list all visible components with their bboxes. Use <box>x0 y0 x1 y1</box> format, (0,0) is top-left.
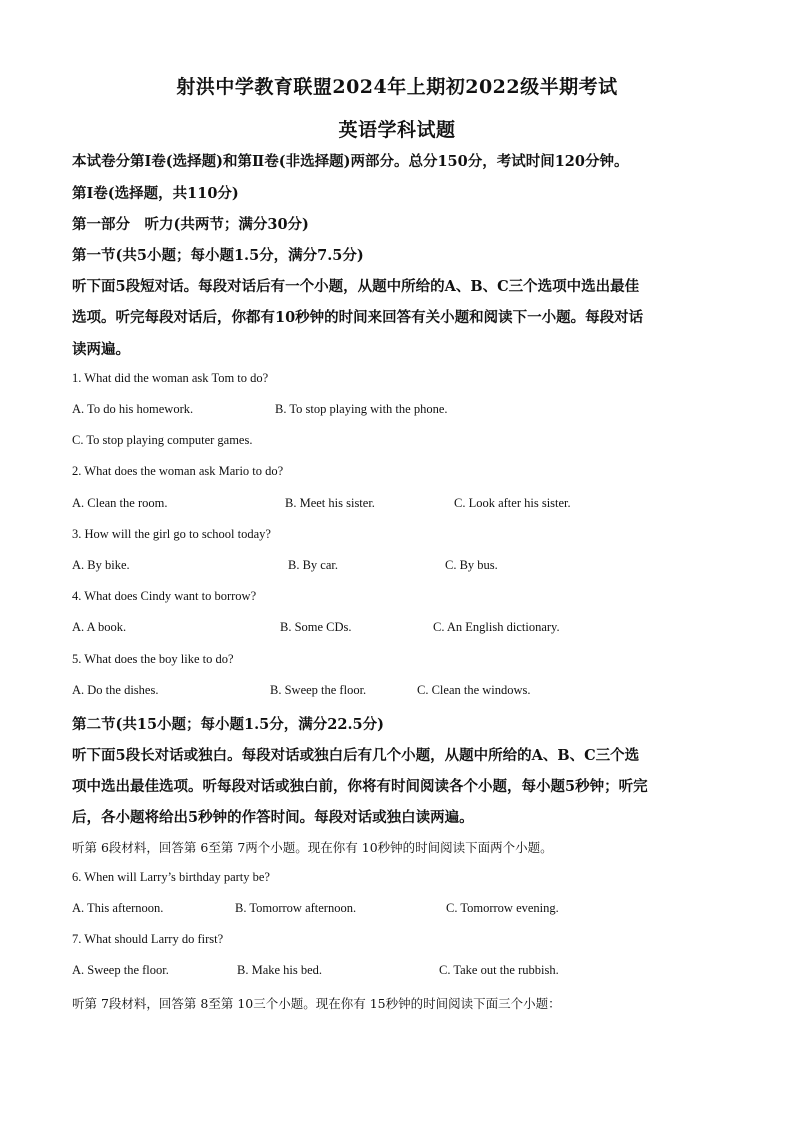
material-6-note: 听第 6段材料，回答第 6至第 7两个小题。现在你有 10秒钟的时间阅读下面两个小题。 <box>72 840 553 855</box>
question-5-option-c: C. Clean the windows. <box>417 683 531 697</box>
question-3-option-b: B. By car. <box>288 558 338 572</box>
intro-line-3: 第一部分 听力(共两节；满分30分) <box>72 216 309 233</box>
question-4-option-b: B. Some CDs. <box>280 620 352 634</box>
section1-instruction: 听下面5段短对话。每段对话后有一个小题，从题中所给的A、B、C三个选项中选出最佳 <box>72 278 640 295</box>
question-4-option-a: A. A book. <box>72 620 127 634</box>
question-1: 1. What did the woman ask Tom to do? <box>72 371 269 385</box>
section1-instruction: 选项。听完每段对话后，你都有10秒钟的时间来回答有关小题和阅读下一小题。每段对话 <box>72 309 644 326</box>
question-6-option-b: B. Tomorrow afternoon. <box>235 901 357 915</box>
question-6-option-a: A. This afternoon. <box>72 901 164 915</box>
question-2-option-c: C. Look after his sister. <box>454 496 571 510</box>
question-5: 5. What does the boy like to do? <box>72 652 234 666</box>
question-5-option-b: B. Sweep the floor. <box>270 683 367 697</box>
material-7-note: 听第 7段材料，回答第 8至第 10三个小题。现在你有 15秒钟的时间阅读下面三个小题： <box>72 996 561 1011</box>
question-7-option-a: A. Sweep the floor. <box>72 963 169 977</box>
intro-line-1: 本试卷分第Ⅰ卷(选择题)和第Ⅱ卷(非选择题)两部分。总分150分，考试时间120分钟。 <box>72 153 629 170</box>
question-3-option-c: C. By bus. <box>445 558 498 572</box>
question-7-option-b: B. Make his bed. <box>237 963 323 977</box>
question-2-option-a: A. Clean the room. <box>72 496 168 510</box>
question-3: 3. How will the girl go to school today? <box>72 527 271 541</box>
question-6-option-c: C. Tomorrow evening. <box>446 901 559 915</box>
exam-subject: 英语学科试题 <box>338 119 456 141</box>
intro-line-4: 第一节(共5小题；每小题1.5分，满分7.5分) <box>72 247 364 264</box>
question-2-option-b: B. Meet his sister. <box>285 496 375 510</box>
exam-title: 射洪中学教育联盟2024年上期初2022级半期考试 <box>176 76 618 98</box>
question-1-option-c: C. To stop playing computer games. <box>72 433 253 447</box>
question-3-option-a: A. By bike. <box>72 558 130 572</box>
question-4: 4. What does Cindy want to borrow? <box>72 589 257 603</box>
question-5-option-a: A. Do the dishes. <box>72 683 159 697</box>
question-7-option-c: C. Take out the rubbish. <box>439 963 559 977</box>
section1-instruction: 读两遍。 <box>72 341 130 358</box>
section2-instruction: 后，各小题将给出5秒钟的作答时间。每段对话或独白读两遍。 <box>72 809 474 826</box>
question-6: 6. When will Larry’s birthday party be? <box>72 870 270 884</box>
question-4-option-c: C. An English dictionary. <box>433 620 560 634</box>
question-1-option-b: B. To stop playing with the phone. <box>275 402 448 416</box>
question-1-option-a: A. To do his homework. <box>72 402 194 416</box>
question-7: 7. What should Larry do first? <box>72 932 224 946</box>
section2-heading: 第二节(共15小题；每小题1.5分，满分22.5分) <box>72 716 384 733</box>
section2-instruction: 听下面5段长对话或独白。每段对话或独白后有几个小题，从题中所给的A、B、C三个选 <box>72 747 640 764</box>
question-2: 2. What does the woman ask Mario to do? <box>72 464 284 478</box>
intro-line-2: 第Ⅰ卷(选择题，共110分) <box>72 185 239 202</box>
section2-instruction: 项中选出最佳选项。听每段对话或独白前，你将有时间阅读各个小题，每小题5秒钟；听完 <box>72 778 648 795</box>
